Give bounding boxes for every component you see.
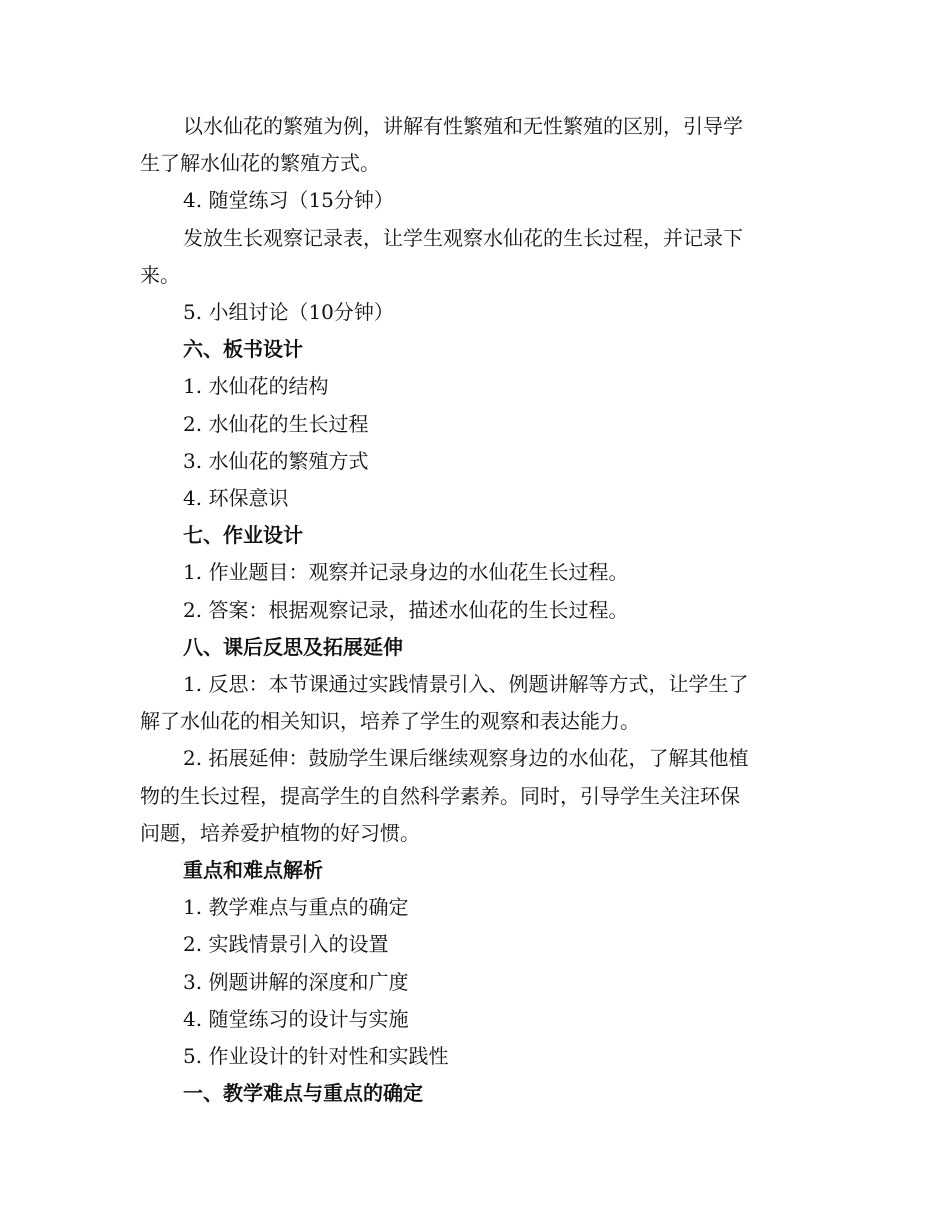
paragraph-line: 来。: [140, 262, 180, 287]
list-item: 1. 教学难点与重点的确定: [183, 895, 409, 920]
list-item: 2. 水仙花的生长过程: [183, 411, 369, 436]
list-item: 5. 作业设计的针对性和实践性: [183, 1044, 449, 1069]
list-item: 3. 例题讲解的深度和广度: [183, 969, 409, 994]
list-item: 2. 答案：根据观察记录，描述水仙花的生长过程。: [183, 597, 629, 622]
paragraph-line: 物的生长过程，提高学生的自然科学素养。同时，引导学生关注环保: [140, 783, 740, 808]
list-item: 2. 实践情景引入的设置: [183, 932, 389, 957]
paragraph-line: 生了解水仙花的繁殖方式。: [140, 151, 380, 176]
section-heading: 八、课后反思及拓展延伸: [183, 634, 403, 659]
paragraph-line: 解了水仙花的相关知识，培养了学生的观察和表达能力。: [140, 709, 640, 734]
list-item: 1. 反思：本节课通过实践情景引入、例题讲解等方式，让学生了: [183, 672, 749, 697]
paragraph-line: 问题，培养爱护植物的好习惯。: [140, 820, 420, 845]
list-item: 1. 水仙花的结构: [183, 374, 329, 399]
section-heading: 重点和难点解析: [183, 858, 323, 883]
list-item: 4. 随堂练习（15分钟）: [183, 188, 394, 213]
section-heading: 一、教学难点与重点的确定: [183, 1081, 423, 1106]
paragraph-line: 发放生长观察记录表，让学生观察水仙花的生长过程，并记录下: [183, 225, 743, 250]
section-heading: 七、作业设计: [183, 523, 303, 548]
list-item: 4. 随堂练习的设计与实施: [183, 1006, 409, 1031]
list-item: 1. 作业题目：观察并记录身边的水仙花生长过程。: [183, 560, 629, 585]
list-item: 5. 小组讨论（10分钟）: [183, 300, 394, 325]
paragraph-line: 以水仙花的繁殖为例，讲解有性繁殖和无性繁殖的区别，引导学: [183, 114, 743, 138]
list-item: 4. 环保意识: [183, 486, 289, 511]
section-heading: 六、板书设计: [183, 337, 303, 362]
list-item: 2. 拓展延伸：鼓励学生课后继续观察身边的水仙花，了解其他植: [183, 746, 749, 771]
list-item: 3. 水仙花的繁殖方式: [183, 448, 369, 473]
